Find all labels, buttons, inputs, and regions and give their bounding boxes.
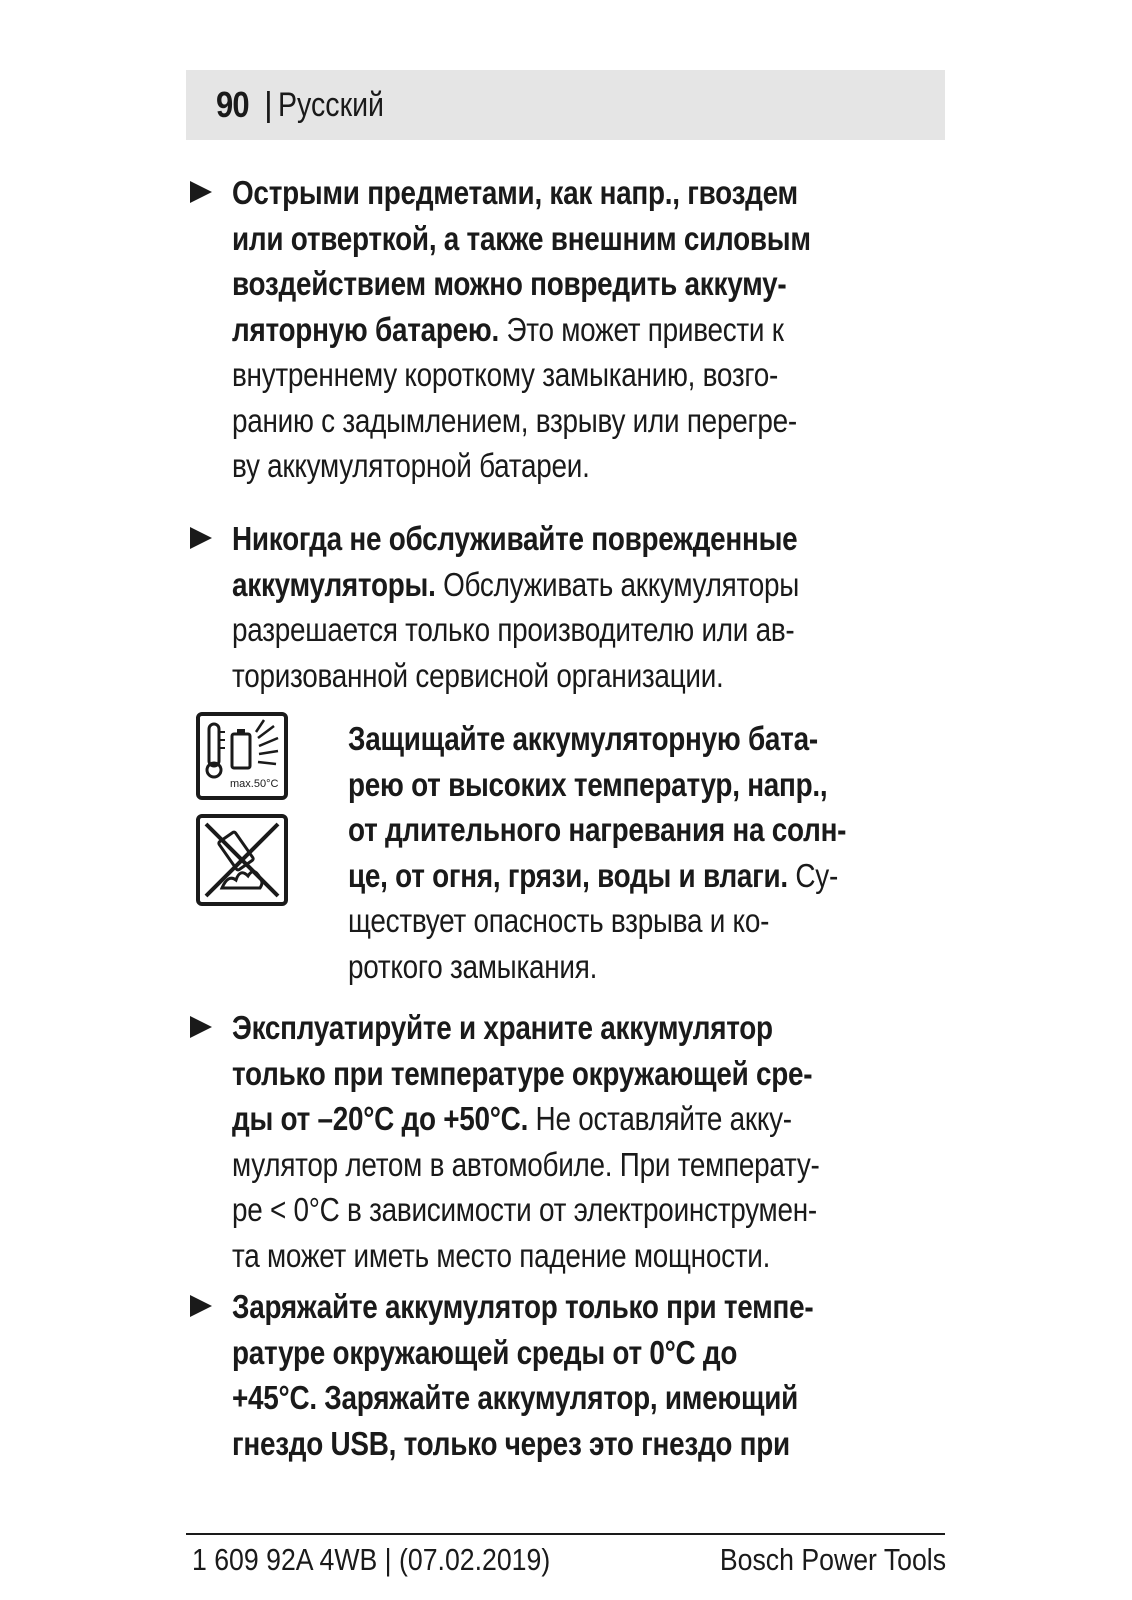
text-line: разрешается только производителю или ав- [232, 611, 795, 648]
text-line: роткого замыкания. [348, 947, 598, 985]
text-line: гнездо USB, только через это гнездо при [232, 1424, 790, 1462]
text-line: от длительного нагревания на солн- [348, 811, 847, 848]
safety-item-charging-temperature [232, 1284, 908, 1466]
bullet-triangle-icon [190, 1295, 212, 1317]
text-line: аккумуляторы. Обслуживать аккумуляторы [232, 565, 800, 603]
footer-brand: Bosch Power Tools [719, 1542, 946, 1577]
text-line: це, от огня, грязи, воды и влаги. Су- [348, 856, 839, 894]
text-line: ранию с задымлением, взрыву или перегре- [232, 401, 797, 439]
text-line: ратуре окружающей среды от 0°C до [232, 1333, 738, 1371]
max-temperature-label: max.50°C [230, 778, 279, 790]
text-line: ществует опасность взрыва и ко- [348, 902, 770, 939]
text-line: воздействием можно повредить аккуму- [232, 265, 787, 302]
safety-item-sharp-objects [232, 170, 908, 489]
page-number: 90 [216, 84, 249, 125]
footer-document-id: 1 609 92A 4WB | (07.02.2019) [192, 1542, 551, 1577]
bullet-triangle-icon [190, 527, 212, 549]
text-line: Острыми предметами, как напр., гвоздем [232, 174, 798, 211]
text-line: Заряжайте аккумулятор только при темпе- [232, 1288, 814, 1325]
text-line: Защищайте аккумуляторную бата- [348, 720, 818, 757]
text-line: +45°C. Заряжайте аккумулятор, имеющий [232, 1379, 799, 1416]
bullet-triangle-icon [190, 181, 212, 203]
max-temperature-icon [196, 712, 288, 800]
safety-item-damaged-batteries [232, 516, 908, 698]
text-line: ре < 0°C в зависимости от электроинструмен- [232, 1191, 817, 1228]
safety-item-protect-from-heat [348, 716, 1024, 989]
text-line: или отверткой, а также внешним силовым [232, 219, 811, 257]
text-line: рею от высоких температур, напр., [348, 765, 828, 803]
text-line: внутреннему короткому замыканию, возго- [232, 356, 778, 393]
text-line: ды от –20°C до +50°C. Не оставляйте акку- [232, 1100, 792, 1137]
text-line: Эксплуатируйте и храните аккумулятор [232, 1009, 773, 1046]
footer-divider [186, 1533, 945, 1535]
no-fire-icon [196, 814, 288, 906]
text-line: та может иметь место падение мощности. [232, 1236, 771, 1274]
safety-item-operating-temperature [232, 1005, 908, 1278]
bullet-triangle-icon [190, 1016, 212, 1038]
header-separator: | [264, 86, 273, 124]
page-header [186, 70, 945, 140]
text-line: мулятор летом в автомобиле. При температу- [232, 1145, 820, 1183]
header-language: Русский [278, 86, 384, 124]
text-line: Никогда не обслуживайте поврежденные [232, 520, 798, 557]
text-line: только при температуре окружающей сре- [232, 1054, 813, 1092]
text-line: ляторную батарею. Это может привести к [232, 310, 784, 348]
text-line: торизованной сервисной организации. [232, 656, 724, 694]
text-line: ву аккумуляторной батареи. [232, 447, 590, 484]
